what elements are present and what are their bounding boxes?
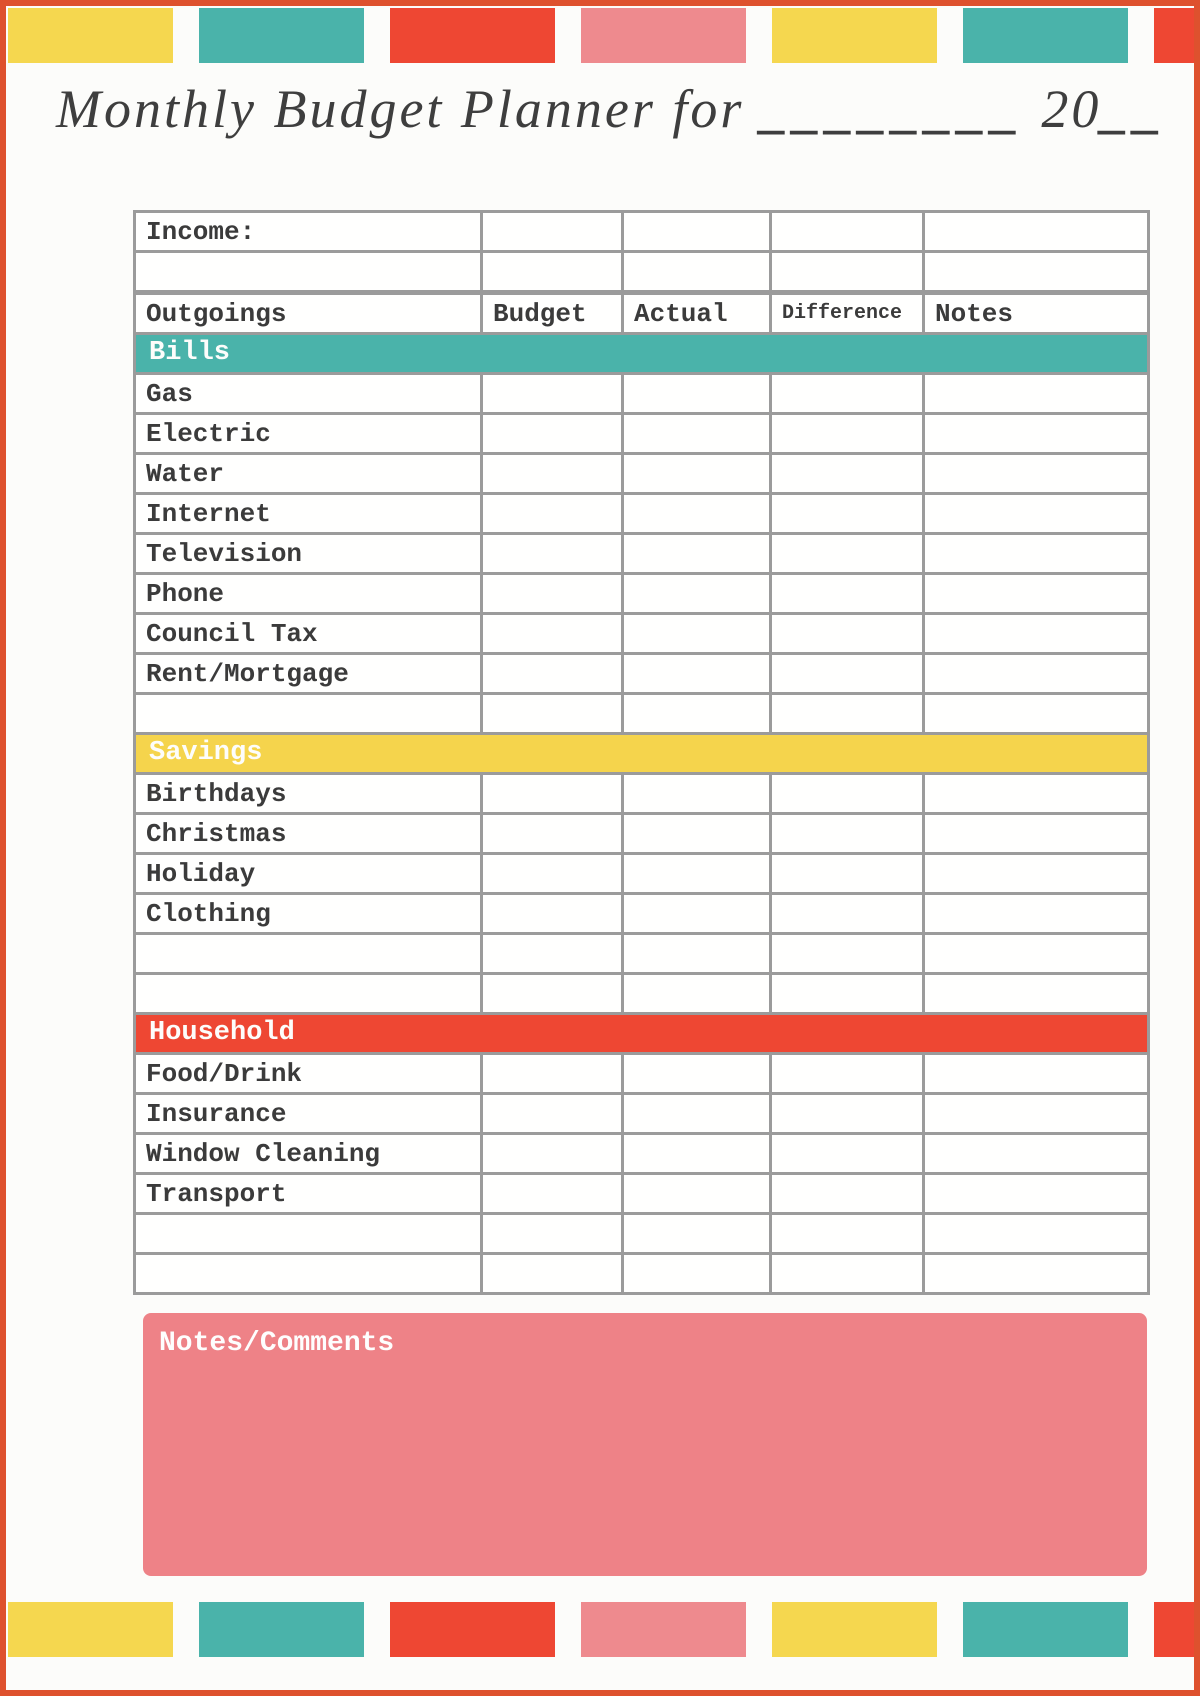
table-row	[135, 374, 1149, 414]
row-label: Television	[135, 534, 482, 574]
row-label: Rent/Mortgage	[135, 654, 482, 694]
budget-cell[interactable]	[482, 854, 623, 894]
income-extra-cell[interactable]	[482, 252, 623, 293]
budget-cell[interactable]	[482, 534, 623, 574]
difference-cell[interactable]	[771, 1174, 924, 1214]
table-row	[135, 534, 1149, 574]
actual-cell[interactable]	[623, 374, 771, 414]
difference-cell[interactable]	[771, 974, 924, 1014]
notes-cell[interactable]	[924, 774, 1149, 814]
difference-cell[interactable]	[771, 894, 924, 934]
income-value-cell[interactable]	[482, 212, 623, 252]
table-row	[135, 1174, 1149, 1214]
outgoing-label-cell[interactable]	[135, 1214, 482, 1254]
difference-cell[interactable]	[771, 1214, 924, 1254]
notes-cell[interactable]	[924, 1134, 1149, 1174]
outgoing-label-cell[interactable]	[135, 694, 482, 734]
budget-cell[interactable]	[482, 654, 623, 694]
outgoing-label-cell[interactable]	[135, 974, 482, 1014]
actual-cell[interactable]	[623, 1174, 771, 1214]
budget-cell[interactable]	[482, 774, 623, 814]
notes-cell[interactable]	[924, 1214, 1149, 1254]
top-color-strip	[8, 8, 1200, 63]
actual-cell[interactable]	[623, 934, 771, 974]
actual-cell[interactable]	[623, 494, 771, 534]
row-label: Clothing	[135, 894, 482, 934]
difference-cell[interactable]	[771, 774, 924, 814]
color-block-red	[390, 8, 555, 63]
color-block-teal	[199, 8, 364, 63]
notes-cell[interactable]	[924, 374, 1149, 414]
table-row	[135, 1134, 1149, 1174]
table-row	[135, 1254, 1149, 1294]
difference-cell[interactable]	[771, 454, 924, 494]
title-year: 20	[1041, 79, 1102, 139]
budget-cell[interactable]	[482, 574, 623, 614]
difference-cell[interactable]	[771, 534, 924, 574]
difference-cell[interactable]	[771, 1134, 924, 1174]
actual-cell[interactable]	[623, 854, 771, 894]
income-value-cell[interactable]	[924, 212, 1149, 252]
actual-cell[interactable]	[623, 774, 771, 814]
section-bar-label: Savings	[135, 734, 1149, 774]
notes-comments-box	[143, 1313, 1147, 1576]
page-title	[56, 78, 1167, 140]
actual-cell[interactable]	[623, 1254, 771, 1294]
budget-cell[interactable]	[482, 1054, 623, 1094]
actual-cell[interactable]	[623, 974, 771, 1014]
color-block-yellow	[772, 1602, 937, 1657]
column-header-row	[135, 293, 1149, 334]
row-label: Christmas	[135, 814, 482, 854]
budget-cell[interactable]	[482, 1254, 623, 1294]
notes-cell[interactable]	[924, 854, 1149, 894]
actual-cell[interactable]	[623, 1134, 771, 1174]
difference-cell[interactable]	[771, 614, 924, 654]
difference-cell[interactable]	[771, 854, 924, 894]
table-row	[135, 414, 1149, 454]
column-header-notes: Notes	[924, 293, 1149, 334]
notes-cell[interactable]	[924, 1094, 1149, 1134]
table-row	[135, 1054, 1149, 1094]
difference-cell[interactable]	[771, 374, 924, 414]
spacer-row	[135, 252, 1149, 293]
section-bar-label: Household	[135, 1014, 1149, 1054]
budget-cell[interactable]	[482, 374, 623, 414]
income-row	[135, 212, 1149, 252]
row-label: Phone	[135, 574, 482, 614]
table-row	[135, 614, 1149, 654]
actual-cell[interactable]	[623, 694, 771, 734]
table-row	[135, 934, 1149, 974]
year-blank-field[interactable]: __	[1101, 79, 1168, 139]
income-extra-cell[interactable]	[135, 252, 482, 293]
income-extra-cell[interactable]	[623, 252, 771, 293]
notes-cell[interactable]	[924, 814, 1149, 854]
row-label: Electric	[135, 414, 482, 454]
actual-cell[interactable]	[623, 1094, 771, 1134]
notes-comments-label: Notes/Comments	[159, 1328, 395, 1359]
table-row	[135, 974, 1149, 1014]
table-row	[135, 894, 1149, 934]
row-label: Insurance	[135, 1094, 482, 1134]
budget-cell[interactable]	[482, 414, 623, 454]
table-row	[135, 574, 1149, 614]
notes-cell[interactable]	[924, 974, 1149, 1014]
difference-cell[interactable]	[771, 934, 924, 974]
actual-cell[interactable]	[623, 534, 771, 574]
actual-cell[interactable]	[623, 614, 771, 654]
notes-body[interactable]	[143, 1359, 1147, 1549]
color-block-teal	[963, 1602, 1128, 1657]
budget-cell[interactable]	[482, 934, 623, 974]
row-label: Council Tax	[135, 614, 482, 654]
actual-cell[interactable]	[623, 814, 771, 854]
color-block-yellow	[8, 1602, 173, 1657]
color-block-pink	[581, 1602, 746, 1657]
difference-cell[interactable]	[771, 1254, 924, 1294]
bottom-color-strip	[8, 1602, 1200, 1657]
budget-cell[interactable]	[482, 1174, 623, 1214]
notes-cell[interactable]	[924, 454, 1149, 494]
row-label: Birthdays	[135, 774, 482, 814]
section-header-bills	[135, 334, 1149, 374]
color-block-red	[1154, 1602, 1200, 1657]
title-script: Monthly Budget Planner for	[56, 79, 745, 139]
row-label: Gas	[135, 374, 482, 414]
table-row	[135, 1094, 1149, 1134]
actual-cell[interactable]	[623, 574, 771, 614]
difference-cell[interactable]	[771, 574, 924, 614]
budget-cell[interactable]	[482, 694, 623, 734]
table-row	[135, 654, 1149, 694]
budget-cell[interactable]	[482, 614, 623, 654]
row-label: Holiday	[135, 854, 482, 894]
outgoing-label-cell[interactable]	[135, 934, 482, 974]
budget-cell[interactable]	[482, 1214, 623, 1254]
actual-cell[interactable]	[623, 1214, 771, 1254]
color-block-yellow	[8, 8, 173, 63]
notes-cell[interactable]	[924, 574, 1149, 614]
income-extra-cell[interactable]	[771, 252, 924, 293]
notes-cell[interactable]	[924, 1174, 1149, 1214]
budget-cell[interactable]	[482, 1094, 623, 1134]
notes-cell[interactable]	[924, 1254, 1149, 1294]
column-header-budget: Budget	[482, 293, 623, 334]
difference-cell[interactable]	[771, 814, 924, 854]
notes-cell[interactable]	[924, 934, 1149, 974]
notes-cell[interactable]	[924, 694, 1149, 734]
budget-cell[interactable]	[482, 814, 623, 854]
notes-cell[interactable]	[924, 614, 1149, 654]
section-bar-label: Bills	[135, 334, 1149, 374]
table-row	[135, 694, 1149, 734]
table-row	[135, 814, 1149, 854]
color-block-red	[1154, 8, 1200, 63]
row-label: Transport	[135, 1174, 482, 1214]
row-label: Food/Drink	[135, 1054, 482, 1094]
section-header-savings	[135, 734, 1149, 774]
notes-cell[interactable]	[924, 654, 1149, 694]
income-value-cell[interactable]	[771, 212, 924, 252]
color-block-teal	[199, 1602, 364, 1657]
notes-cell[interactable]	[924, 414, 1149, 454]
difference-cell[interactable]	[771, 694, 924, 734]
income-extra-cell[interactable]	[924, 252, 1149, 293]
color-block-teal	[963, 8, 1128, 63]
table-row	[135, 854, 1149, 894]
actual-cell[interactable]	[623, 414, 771, 454]
actual-cell[interactable]	[623, 654, 771, 694]
color-block-pink	[581, 8, 746, 63]
notes-cell[interactable]	[924, 894, 1149, 934]
budget-cell[interactable]	[482, 454, 623, 494]
notes-cell[interactable]	[924, 1054, 1149, 1094]
difference-cell[interactable]	[771, 1054, 924, 1094]
notes-cell[interactable]	[924, 534, 1149, 574]
difference-cell[interactable]	[771, 654, 924, 694]
budget-cell[interactable]	[482, 494, 623, 534]
budget-table	[133, 210, 1150, 1295]
table-row	[135, 494, 1149, 534]
month-blank-field[interactable]: ________	[760, 79, 1025, 139]
column-header-actual: Actual	[623, 293, 771, 334]
income-label: Income:	[135, 212, 482, 252]
difference-cell[interactable]	[771, 414, 924, 454]
column-header-difference: Difference	[771, 293, 924, 334]
notes-cell[interactable]	[924, 494, 1149, 534]
row-label: Water	[135, 454, 482, 494]
outgoing-label-cell[interactable]	[135, 1254, 482, 1294]
budget-cell[interactable]	[482, 974, 623, 1014]
table-row	[135, 1214, 1149, 1254]
section-header-household	[135, 1014, 1149, 1054]
row-label: Internet	[135, 494, 482, 534]
table-row	[135, 774, 1149, 814]
column-header-outgoings: Outgoings	[135, 293, 482, 334]
color-block-red	[390, 1602, 555, 1657]
row-label: Window Cleaning	[135, 1134, 482, 1174]
budget-cell[interactable]	[482, 1134, 623, 1174]
actual-cell[interactable]	[623, 894, 771, 934]
difference-cell[interactable]	[771, 494, 924, 534]
income-value-cell[interactable]	[623, 212, 771, 252]
actual-cell[interactable]	[623, 454, 771, 494]
actual-cell[interactable]	[623, 1054, 771, 1094]
difference-cell[interactable]	[771, 1094, 924, 1134]
table-row	[135, 454, 1149, 494]
color-block-yellow	[772, 8, 937, 63]
budget-cell[interactable]	[482, 894, 623, 934]
